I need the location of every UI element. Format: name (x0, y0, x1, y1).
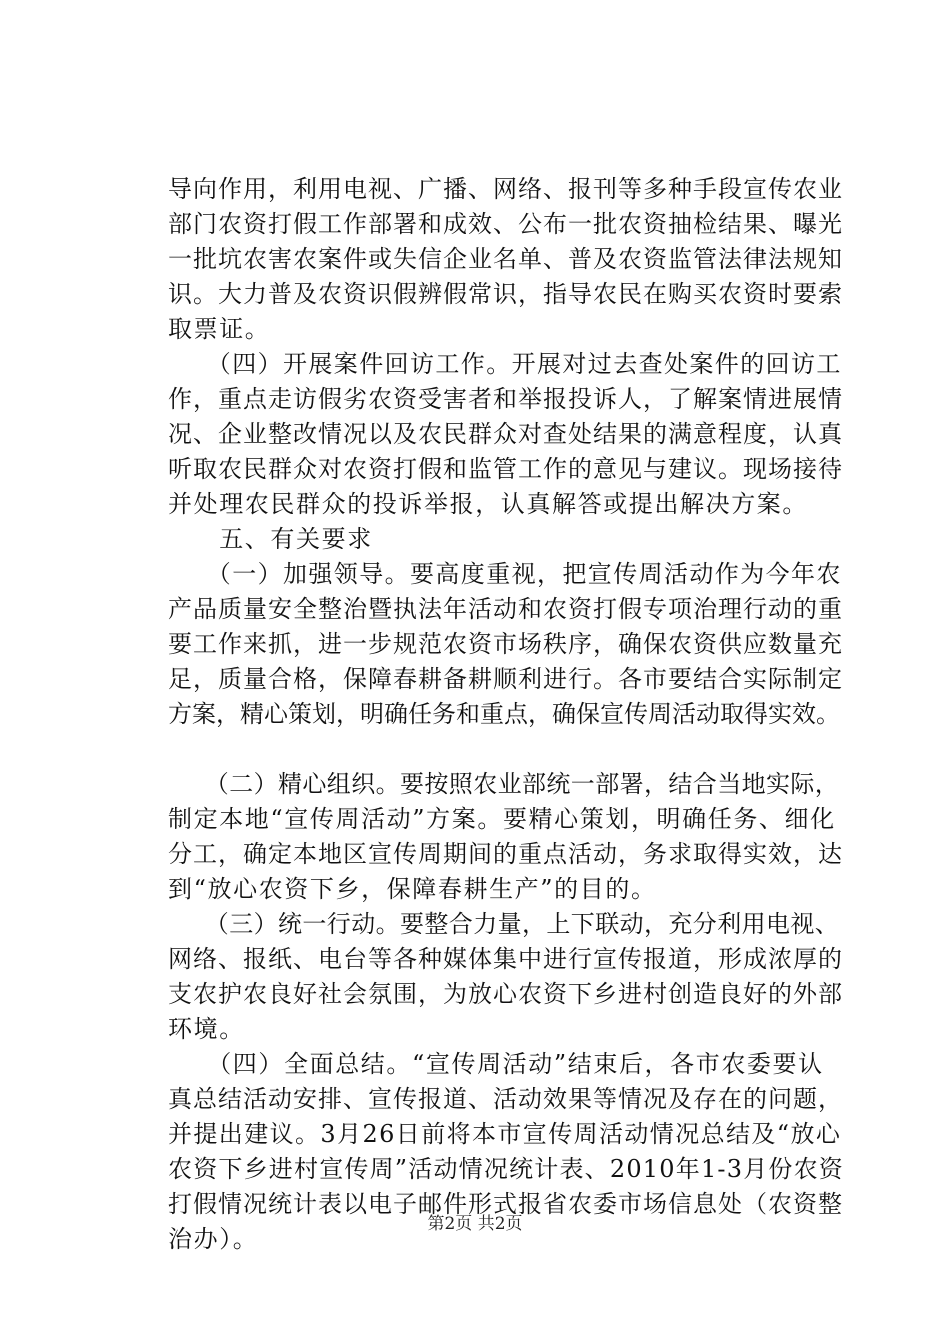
text-line: 农资下乡进村宣传周”活动情况统计表、2010年1-3月份农资 (168, 1155, 844, 1183)
text-line: 分工，确定本地区宣传周期间的重点活动，务求取得实效，达 (168, 840, 843, 868)
text-line: 网络、报纸、电台等各种媒体集中进行宣传报道，形成浓厚的 (168, 945, 843, 973)
text-line: 部门农资打假工作部署和成效、公布一批农资抽检结果、曝光 (168, 210, 843, 238)
text-line: 导向作用，利用电视、广播、网络、报刊等多种手段宣传农业 (168, 175, 843, 203)
text-line: 打假情况统计表以电子邮件形式报省农委市场信息处（农资整 (168, 1190, 843, 1218)
text-line: 制定本地“宣传周活动”方案。要精心策划，明确任务、细化 (168, 805, 836, 833)
text-line: 环境。 (168, 1015, 245, 1043)
text-line: 取票证。 (168, 315, 271, 343)
text-line: 况、企业整改情况以及农民群众对查处结果的满意程度，认真 (168, 420, 843, 448)
paragraph-gap (168, 732, 844, 767)
text-line: （四）全面总结。“宣传周活动”结束后，各市农委要认 (168, 1050, 824, 1078)
text-line: 并处理农民群众的投诉举报，认真解答或提出解决方案。 (168, 490, 808, 518)
text-line: 方案，精心策划，明确任务和重点，确保宣传周活动取得实效。 (168, 700, 840, 728)
text-line: 支农护农良好社会氛围，为放心农资下乡进村创造良好的外部 (168, 980, 843, 1008)
text-line: 识。大力普及农资识假辨假常识，指导农民在购买农资时要索 (168, 280, 843, 308)
text-line: （三）统一行动。要整合力量，上下联动，充分利用电视、 (168, 910, 840, 938)
text-line: 治办）。 (168, 1225, 259, 1253)
text-line: （二）精心组织。要按照农业部统一部署，结合当地实际， (168, 770, 840, 798)
text-line: 产品质量安全整治暨执法年活动和农资打假专项治理行动的重 (168, 595, 843, 623)
text-line: 足，质量合格，保障春耕备耕顺利进行。各市要结合实际制定 (168, 665, 843, 693)
section-heading: 五、有关要求 (168, 525, 373, 553)
text-line: 听取农民群众对农资打假和监管工作的意见与建议。现场接待 (168, 455, 843, 483)
text-line: 到“放心农资下乡，保障春耕生产”的目的。 (168, 875, 657, 903)
text-line: 一批坑农害农案件或失信企业名单、普及农资监管法律法规知 (168, 245, 843, 273)
text-line: 真总结活动安排、宣传报道、活动效果等情况及存在的问题， (168, 1085, 843, 1113)
text-line: 要工作来抓，进一步规范农资市场秩序，确保农资供应数量充 (168, 630, 843, 658)
text-line: 并提出建议。3月26日前将本市宣传周活动情况总结及“放心 (168, 1120, 842, 1148)
page-footer (0, 1212, 950, 1236)
text-line: （四）开展案件回访工作。开展对过去查处案件的回访工 (168, 350, 842, 378)
page-number-label: 第2页 共2页 (427, 1214, 523, 1234)
document-body (168, 172, 844, 1257)
text-line: 作，重点走访假劣农资受害者和举报投诉人，了解案情进展情 (168, 385, 843, 413)
text-line: （一）加强领导。要高度重视，把宣传周活动作为今年农 (168, 560, 842, 588)
